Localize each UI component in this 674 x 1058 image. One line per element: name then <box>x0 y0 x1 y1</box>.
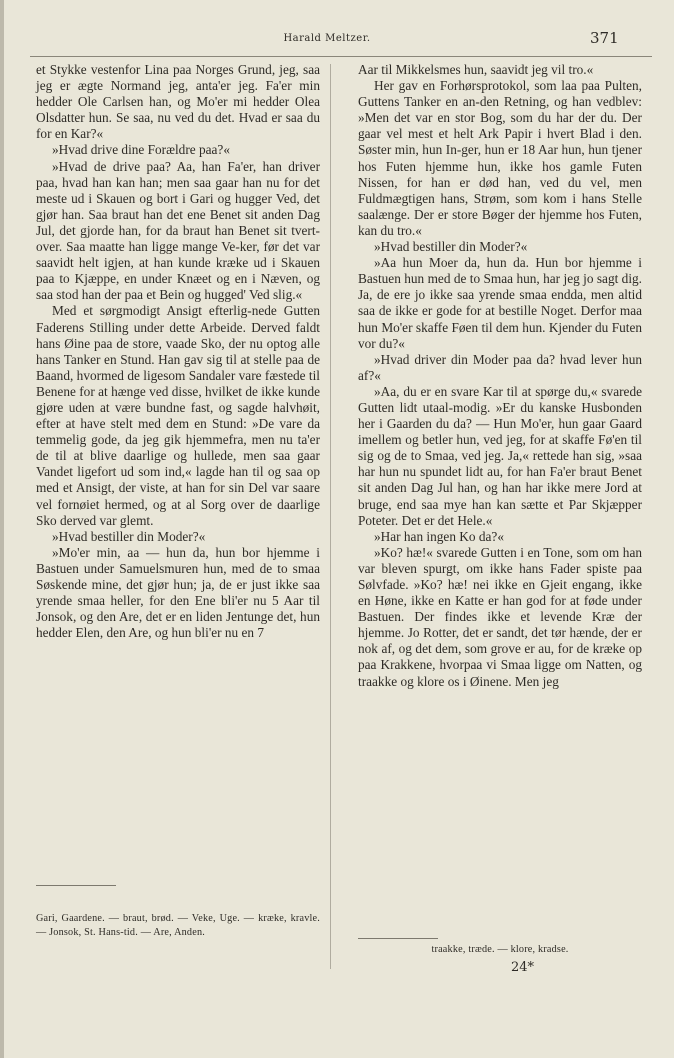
column-divider <box>330 64 331 969</box>
paragraph: »Aa, du er en svare Kar til at spørge du,« svarede Gutten lidt utaal-modig. »Er du kanske Husbonden her i Gaarden du da? — Hun Mo'er, hun gaar Gaard imellem og betler hun, ved jeg, for at skaffe Fø'en til sig og de to Smaa, ved jeg. Ja,« rettede han sig, »saa har hun nu spundet lidt au, for han Fa'er braut Benet sit anden Dag Jul han, og han har ikke mere Jord at bruge, end saa mye han kan sætte et Par Skjæpper Poteter. Det er det Hele.« <box>358 383 642 528</box>
paragraph: »Hvad driver din Moder paa da? hvad lever hun af?« <box>358 351 642 383</box>
paragraph: Aar til Mikkelsmes hun, saavidt jeg vil tro.« <box>358 62 594 77</box>
paragraph: »Hvad bestiller din Moder?« <box>374 239 528 255</box>
paragraph: »Aa hun Moer da, hun da. Hun bor hjemme i Bastuen hun med de to Smaa hun, har jeg jo sagt dig. Ja, de ere jo ikke saa yrende smaa endda, men altid saa de ikke er gode for at bestille Noget. Derfor maa hun Mo'er skaffe Føen til dem hun. Kjender du Futen vor du?« <box>358 255 642 351</box>
paragraph: Her gav en Forhørsprotokol, som laa paa Pulten, Guttens Tanker en an-den Retning, og han vedblev: »Men det var en stor Bog, som du har der du. Der gaar vel mest et helt Ark Papir i hvert Blad i den. Søster min, hun In-ger, hun er 18 Aar hun, hun tjener hos Futen hjemme hun, ikke hos gamle Futen Nissen, for han er død han, ved du vel, men Fuldmægtigen hans, Strøm, som kom i hans Stelle saalænge. Der er store Bøger der hjemme hos Futen, kan du tro.« <box>358 78 642 238</box>
page-edge <box>0 0 4 1058</box>
paragraph: et Stykke vestenfor Lina paa Norges Grund, jeg, saa jeg er ægte Normand jeg, anta'er jeg. Fa'er min hedder Ole Carlsen han, og Mo'er mi hedder Olea Olsdatter hun. Se saa, nu ved du det. Hvad er saa du for en Kar?« <box>36 62 320 142</box>
running-header: Harald Meltzer. <box>283 33 371 44</box>
paragraph: »Hvad drive dine Forældre paa?« <box>52 142 230 158</box>
paragraph: »Hvad de drive paa? Aa, han Fa'er, han driver paa, hvad han kan han; men saa gaar han nu for det meste ud i Skauen og bort i Gari og hugger Ved, det gjør han. Saa braut han det ene Benet sit anden Dag Jul, det gjorde han, for da braut han Benet sit tvert-over. Saa maatte han ligge mange Ve-ker, før det var saavidt helt igjen, at han kunde kræke ud i Skauen paa to Kjæppe, en under Knæet og en i Næven, og saa stod han der paa et Bein og hugged' Ved slig.« <box>36 158 320 303</box>
paragraph: »Hvad bestiller din Moder?« <box>52 528 206 544</box>
footnote-left: Gari, Gaardene. — braut, brød. — Veke, Uge. — kræke, kravle. — Jonsok, St. Hans-tid. — Are, Anden. <box>36 913 320 938</box>
paragraph: »Ko? hæ!« svarede Gutten i en Tone, som om han var bleven spurgt, om ikke hans Fader spiste paa Sølvfade. »Ko? hæ! nei ikke en Gjeit engang, ikke en Høne, ikke en Katte er han god for at føde under Bastuen. Der findes ikke et levende Kræ der hjemme. Jo Rotter, det er sandt, det tør hænde, der er nok af, og det dem, som grove er au, for de kræke op paa Krakkene, hvorpaa vi Smaa ligge om Natten, og traakke og klore os i Øinene. Men jeg <box>358 544 642 689</box>
paragraph: »Mo'er min, aa — hun da, hun bor hjemme i Bastuen under Samuelsmuren hun, med de to smaa Søskende mine, det gjør hun; ja, de er just ikke saa yrende smaa heller, for den Ene bli'er nu 5 Aar til Jonsok, og den Are, det er en liden Jentunge det, hun hedder Elen, den Are, og hun bli'er nu en 7 <box>36 544 320 641</box>
paragraph: »Har han ingen Ko da?« <box>374 528 504 544</box>
signature-mark: 24* <box>511 960 535 975</box>
header-rule <box>30 56 652 57</box>
page-number: 371 <box>590 29 619 47</box>
footnote-rule-left <box>36 885 116 886</box>
left-column <box>36 62 320 641</box>
footnote-rule-right <box>358 938 438 939</box>
footnote-right: traakke, træde. — klore, kradse. <box>431 944 569 955</box>
right-column <box>358 62 642 690</box>
paragraph: Med et sørgmodigt Ansigt efterlig-nede Gutten Faderens Stilling under dette Arbeide. Derved faldt hans Øine paa de store, vaade Sko, der nu optog alle hans Tanker en Stund. Han gav sig til at stelle paa de Baand, hvormed de ligesom Sandaler vare fæstede til Benene for at hænge ved disse, hvilket de ikke kunde gjøre uden at være bundne fast, og sagde halvhøit, efter at have stelt med dem en Stund: »De vare da temmelig gode, da jeg gik hjemmefra, men nu ta'er de til at blive daarlige og hullede, men saa gaar Vandet ligefort ud som ind,« lagde han til og saa op med et Ansigt, der viste, at han for sin Del var saare vel fornøiet hermed, og at al Sorg over de daarlige Sko derved var glemt. <box>36 303 320 528</box>
